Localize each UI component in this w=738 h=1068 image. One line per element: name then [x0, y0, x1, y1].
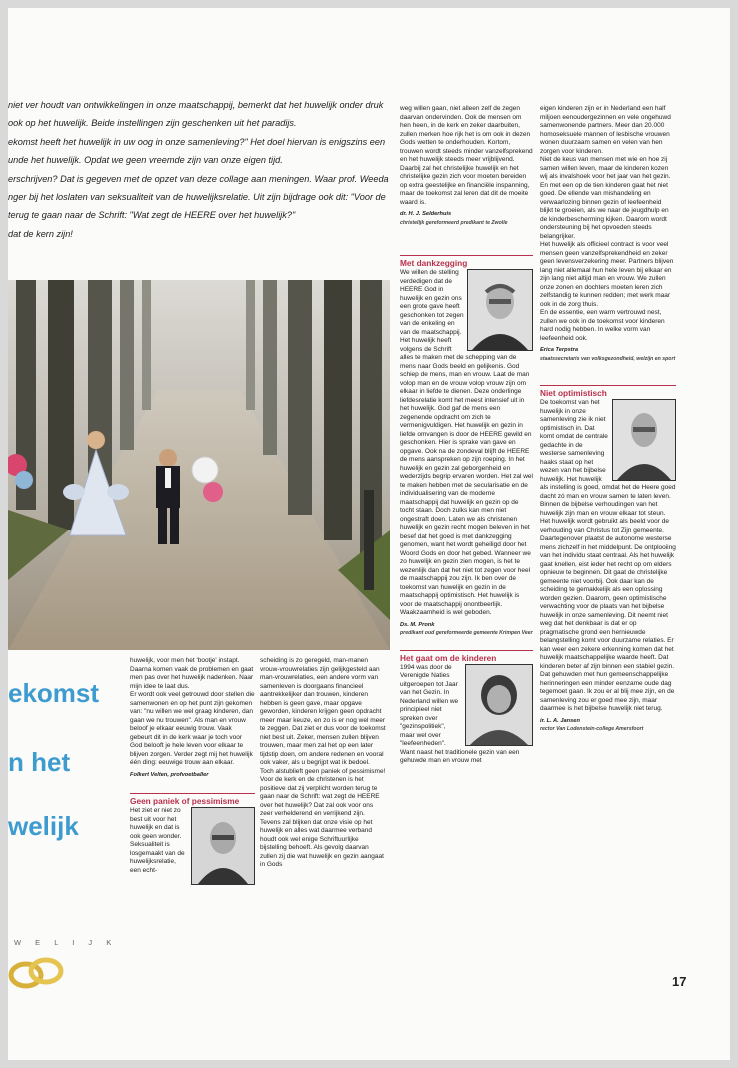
author-role: rector Van Lodenstein-college Amersfoort: [540, 726, 644, 732]
body-paragraph: We willen de stelling verdedigen dat de HEERE God in huwelijk en gezin ons een grote gave heeft geschonken tot zegen van de enkeling en van de maatschappij. Het huwelijk heeft volgens de Schrift alles te maken met de schepping van de mens naar Gods beeld en gelijkenis. God schiep de mens, man en vrouw. Laat de man volop man en de vrouw volop vrouw zijn om elkaar in liefde te dienen. Deze onderlinge liefdesrelatie komt het meest intensief uit in het huwelijk. God gaf de mens een zegenende opdracht om zich te vermenigvuldigen. Het huwelijk en gezin in liefde omvangen is door de HEERE gewild en geschonken. Hier is sprake van gave en opgave. Ook na de zondeval blijft de HEERE de mens aanspreken op zijn roeping. In het huwelijk en gezin zal geborgenheid en wederzijds begrip ervaren worden. Het zal wel te maken hebben met de secularisatie en de individualisering van de moderne maatschappij dat huwelijk en gezin op de tocht staan. Doch zulks kan men niet ongestraft doen. Laten we als christenen huwelijk en gezin recht mogen beleven in het besef dat het goed is met dankzegging genomen, want het wordt geheiligd door het Woord Gods en door het gebed. Wanneer we zo huwelijk en gezin zien mogen, is het te wezenlijk dan dat het niet tot zegen voor heel de maatschappij zou zijn. Ik ben over de toekomst van huwelijk en gezin in de maatschappij optimistisch. Het huwelijk is voor de maatschappij onontbeerlijk. Waakzaamheid is wel geboden.: [400, 269, 533, 616]
author-role: christelijk gereformeerd predikant te Zwolle: [400, 219, 508, 226]
body-paragraph: Er wordt ook veel getrouwd door stellen die samenwonen en op het punt zijn gekomen van: "nu willen we wel graag kinderen, dan gaan we nu trouwen". Als man en vrouw beloof je elkaar eeuwig trouw. Vaak gebeurt dit in de kerk waar je toch voor God belooft je hele leven voor elkaar te blijven zorgen. Verder zegt mij het huwelijk één ding: eeuwige trouw aan elkaar.: [130, 691, 255, 766]
body-paragraph: weg willen gaan, niet alleen zelf de zegen daarvan ondervinden. Ook de mensen om hen heen, in de kerk en zeker daarbuiten, zullen merken hoe rijk het is om ook in dezen Gods wetten te onderhouden. Kortom, trouwen wordt steeds minder vanzelfsprekend en het huwelijk steeds meer vrijblijvend. Daarbij zal het christelijke huwelijk en het christelijke gezin zich voor moeten bereiden op extra geestelijke en financiële inspanning, maar de toekomst zal leren dat dit de moeite waard is.: [400, 105, 533, 206]
intro-line: niet ver houdt van ontwikkelingen in onze maatschappij, bemerkt dat het huwelijk onder druk: [8, 100, 384, 110]
author-signature: Folkert Velten, profvoetballer: [130, 771, 209, 778]
wedding-rings-icon: [8, 953, 68, 993]
author-signature: dr. H. J. Selderhuis: [400, 211, 452, 217]
magazine-page: [8, 8, 730, 1060]
body-paragraph: Het huwelijk als officieel contract is voor veel mensen geen vanzelfsprekendheid en zeker geen levensverzekering meer. Partners blijven lang niet allemaal hun hele leven bij elkaar en zijn lang niet altijd man en vrouw. We zullen onze zonen en dochters moeten leren zich zelfstandig te kunnen redden; met werk maar ook in de zorg thuis.: [540, 241, 674, 308]
body-paragraph: scheiding is zo geregeld, man-manen vrouw-vrouwrelaties zijn gelijkgesteld aan man-vrouwrelaties, een andere vorm van samenleven is doorgaans financieel aantrekkelijker dan trouwen, kinderen hebben is geen gave, maar opgave geworden, kinderen krijgen geen opdracht meer maar keuze, en zo is er nog wel meer te zeggen. Dat ziet er dus voor de toekomst niet best uit. Zeker, mensen zullen blijven trouwen, maar men zal het op een later tijdstip doen, om andere redenen en vooral ook vaker, als u begrijpt wat ik bedoel.: [260, 657, 386, 766]
author-signature: Ds. M. Pronk: [400, 621, 435, 628]
body-paragraph: Het ziet er niet zo best uit voor het huwelijk en dat is ook geen wonder. Seksualiteit is losgemaakt van de huwelijksrelatie, een echt-: [130, 807, 185, 874]
children-avenue-photo: [8, 280, 390, 650]
body-paragraph: Niet de keus van mensen met wie en hoe zij samen willen leven, maar de kinderen kozen wij als invalshoek voor het jaar van het gezin. En met een op de tien kinderen gaat het niet goed. De ellende van mishandeling en verwaarlozing binnen gezin of leefeenheid blijkt te groeien, als we naar de jeugdhulp en de kinderbescherming kijken. Daarom wordt ondersteuning bij het opvoeden steeds belangrijker.: [540, 156, 671, 240]
title-line: ekomst: [8, 678, 100, 708]
title-line: n het: [8, 747, 71, 777]
intro-line: dat de kern zijn!: [8, 228, 73, 239]
author-signature: Erica Terpstra: [540, 347, 579, 353]
intro-line: ekomst heeft het huwelijk in uw oog in onze samenleving?" Het doel hiervan is enigszins een: [8, 136, 386, 147]
page-number: 17: [672, 974, 687, 989]
intro-text: [8, 96, 400, 243]
intro-line: ook op het huwelijk. Beide instellingen zijn geschenken uit het paradijs.: [8, 118, 297, 129]
intro-line: terug te gaan naar de Schrift: "Wat zegt de HEERE over het huwelijk?": [8, 210, 296, 221]
body-paragraph: huwelijk, voor men het 'bootje' instapt. Daarna komen vaak de problemen en gaat men pas over het huwelijk nadenken. Naar mijn idee te laat dus.: [130, 657, 254, 690]
author-role: predikant oud gereformeerde gemeente Krimpen Veer: [400, 630, 533, 636]
author-portrait: [467, 269, 533, 351]
intro-line: unde het huwelijk. Opdat we geen vreemde zijn van onze eigen tijd.: [8, 155, 283, 166]
body-paragraph: En de essentie, een warm vertrouwd nest, zullen we ook in de toekomst voor kinderen hard nodig hebben. In welke vorm van leefeenheid ook.: [540, 309, 665, 342]
body-paragraph: eigen kinderen zijn er in Nederland een half miljoen eenoudergezinnen en vele ongehuwd samenwonende partners. Meer dan 20.000 homoseksuele mannen of lesbische vrouwen wonen duurzaam samen en velen van hen zorgen voor kinderen.: [540, 105, 671, 155]
series-label: W E L I J K: [14, 938, 118, 947]
column-c: [400, 105, 533, 766]
body-paragraph: 1994 was door de Verenigde Naties uitgeroepen tot Jaar van het Gezin. In Nederland willen we principieel niet spreken over "gezinspolitiek", maar wel over "leefeenheden". Want naast het traditionele gezin van een gehuwde man en vrouw met: [400, 663, 520, 764]
body-paragraph: Daartegenover plaatst de autonome westerse mens zichzelf in het middelpunt. De ontplooiing van het individu staat centraal. Als het huwelijk gaat knellen, eist ieder het recht op om elders opnieuw te beginnen. Dit gaat de christelijke gemeente niet voorbij. Ook daar kan de scheiding te gemakkelijk als een oplossing worden gezien. Daarom, geen optimistische verwachting voor de plaats van het bijbelse huwelijk in onze samenleving. Dit neemt niet weg dat het denkbaar is dat er op pragmatische grond een hernieuwde belangstelling komt voor duurzame relaties. Er kan weer een zekere erkenning komen dat het huwelijk maatschappelijke waarde heeft. Dat kinderen beter af zijn binnen een stabiel gezin. Dat gehuwden met hun gemeenschappelijke herinneringen een minder eenzame oude dag tegemoet gaan. Ik zou er al blij mee zijn, en de samenleving zou er goed mee zijn, maar daarmee is het bijbelse huwelijk niet terug.: [540, 535, 676, 712]
author-portrait: [465, 664, 533, 746]
section-heading: Geen paniek of pessimisme: [130, 793, 255, 806]
column-b: [260, 657, 386, 870]
photo-illustration: [8, 280, 390, 650]
author-portrait: [191, 807, 255, 885]
section-heading: Niet optimistisch: [540, 385, 676, 398]
author-signature: ir. L. A. Jansen: [540, 717, 580, 724]
author-role: staatssecretaris van volksgezondheid, welzijn en sport: [540, 355, 676, 362]
intro-line: erschrijven? Dat is gegeven met de opzet van deze collage aan meningen. Waar prof. Weeda: [8, 173, 389, 184]
body-paragraph: De toekomst van het huwelijk in onze samenleving zie ik niet optimistisch in. Dat komt omdat de centrale gedachte in de westerse samenleving haaks staat op het wezen van het bijbelse huwelijk. Het huwelijk als instelling is goed, omdat het de Heere goed dacht zó man en vrouw samen te laten leven. Binnen de bijbelse verhoudingen van het huwelijk zijn man en vrouw elkaar tot steun. Het huwelijk wordt gebruikt als beeld voor de verhouding van Christus tot Zijn gemeente.: [540, 399, 676, 534]
section-heading: Met dankzegging: [400, 255, 533, 268]
column-a: [130, 657, 255, 887]
body-paragraph: Toch alstublieft geen paniek of pessimisme! Voor de kerk en de christenen is het positieve dat zij verplicht worden terug te gaan naar de Schrift: wat zegt de HEERE over het huwelijk? Dat zal ook voor ons zeer verhelderend en verrijkend zijn. Tevens zal blijken dat onze visie op het huwelijk en alles wat daarmee verband houdt ook wel enige Schriftuurlijke bijstelling behoeft. Als gevolg daarvan zullen zij die wat huwelijk en gezin aangaat in Gods: [260, 767, 386, 868]
intro-line: nger bij het loslaten van seksualiteit van de huwelijksrelatie. Uit zijn bijdrage ook dit: "Voor de: [8, 192, 386, 203]
column-d: [540, 105, 676, 740]
title-line: welijk: [8, 811, 79, 841]
author-portrait: [612, 399, 676, 481]
section-heading: Het gaat om de kinderen: [400, 650, 533, 663]
